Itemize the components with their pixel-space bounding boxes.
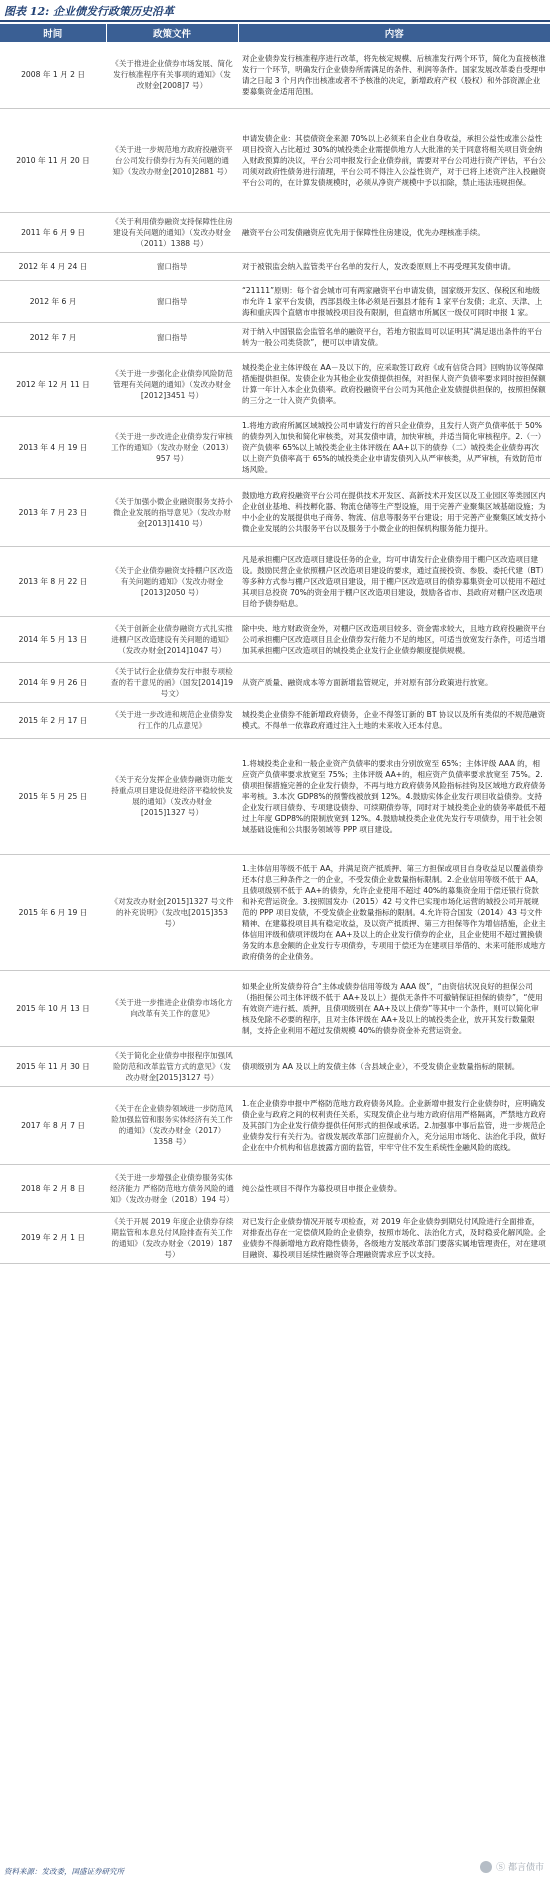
row-content: 融资平台公司发债融资应优先用于保障性住房建设，优先办理核准手续。 bbox=[238, 212, 550, 252]
row-date: 2012 年 4 月 24 日 bbox=[0, 252, 106, 280]
row-content: 申请发债企业：其偿债资金来源 70%以上必须来自企业自身收益，承担公益性或准公益性项目投资入占比超过 30%的城投类企业需提供地方人大批准的关于同意将相关项目资金纳入财政预算的决议，平台公司申报发行企业债券前，需要对平台公司进行资产评估，平台公司须对政府性债务进行清理，平台公司不得注入公益性资产，对于已将上述资产注入投融资平台公司的，在计算发债规模时，必须从净资产规模中予以扣除，禁止违法违规担保。 bbox=[238, 108, 550, 212]
table-row bbox=[0, 662, 550, 702]
row-policy-doc: 《关于在企业债券领域进一步防范风险加强监管和服务实体经济有关工作的通知》（发改办财金（2017）1358 号） bbox=[106, 1086, 238, 1164]
row-date: 2012 年 6 月 bbox=[0, 280, 106, 322]
row-policy-doc: 《对发改办财金[2015]1327 号文件的补充说明》（发改电[2015]353 号） bbox=[106, 854, 238, 970]
row-content: 对已发行企业债券情况开展专项检查，对 2019 年企业债券到期兑付风险进行全面排查，对排查出存在一定偿债风险的企业债券，按照市场化、法治化方式，及时稳妥化解风险。企业债券不得新增地方政府隐性债务，各级地方发展改革部门要落实属地管理责任，对在建项目融资、募投项目延续性融资等合理融资需求应予以支持。 bbox=[238, 1212, 550, 1263]
row-content: 对于被银监会纳入监管类平台名单的发行人，发改委原则上不再受理其发债申请。 bbox=[238, 252, 550, 280]
row-date: 2014 年 9 月 26 日 bbox=[0, 662, 106, 702]
row-policy-doc: 《关于进一步改进企业债券发行审核工作的通知》（发改办财金（2013）957 号） bbox=[106, 416, 238, 478]
row-date: 2013 年 4 月 19 日 bbox=[0, 416, 106, 478]
table-body bbox=[0, 42, 550, 1263]
row-content: 如果企业所发债券符合“主体或债券信用等级为 AAA 级”，“由资信状况良好的担保公司（指担保公司主体评级不低于 AA+及以上）提供无条件不可撤销保证担保的债券”，“使用有效资产进行抵、质押，且债项级别在 AA+及以上债券”等其中一个条件，则可以简化审核及免除不必要的程序，且对主体评级在 AA+及以上的城投类企业，放开其发行数量限制，支持企业利用不超过发债规模 40%的债券资金补充营运资金。 bbox=[238, 970, 550, 1046]
table-row bbox=[0, 1212, 550, 1263]
row-content: 城投类企业主体评级在 AA－及以下的，应采取签订政府《或有信贷合同》回购协议等保障措施提供担保。发债企业为其他企业发债提供担保，对担保人资产负债率要求同时按担保额计算一年计入本企业负债率。政府投融资平台公司为其他企业发债提供担保的，按照担保额的三分之一计入资产负债率。 bbox=[238, 352, 550, 416]
row-content: 对于纳入中国银监会监管名单的融资平台，若地方银监局可以证明其“满足退出条件的平台转为一般公司类贷款”，便可以申请发债。 bbox=[238, 322, 550, 352]
row-date: 2015 年 2 月 17 日 bbox=[0, 702, 106, 738]
row-content: 除中央、地方财政资金外，对棚户区改造项目较多、资金需求较大，且地方政府投融资平台公司承担棚户区改造项目且企业债券发行能力不足的地区，可适当放宽发行条件，可适当增加其承担棚户区改造项目的城投类企业发行企业债券额度提供规模。 bbox=[238, 616, 550, 662]
row-date: 2015 年 6 月 19 日 bbox=[0, 854, 106, 970]
row-date: 2013 年 8 月 22 日 bbox=[0, 546, 106, 616]
table-row bbox=[0, 616, 550, 662]
row-policy-doc: 《关于推进企业债券市场发展、简化发行核准程序有关事项的通知》（发改财金[2008]7 号） bbox=[106, 42, 238, 108]
header-content: 内容 bbox=[238, 24, 550, 42]
wechat-icon bbox=[480, 1861, 492, 1873]
row-policy-doc: 《关于进一步改进和规范企业债券发行工作的几点意见》 bbox=[106, 702, 238, 738]
row-content: 1.在企业债券申报中严格防范地方政府债务风险。企业新增申报发行企业债券时，应明确发债企业与政府之间的权利责任关系，实现发债企业与地方政府信用严格隔离，严禁地方政府及其部门为企业发行债券提供任何形式的担保或承诺。2.加强事中事后监管，进一步规范企业债券发行有关行为。省级发展改革部门应提前介入，充分运用市场化、法治化手段，做好企业在中介机构和信息披露方面的监管，牢牢守住不发生系统性金融风险的底线。 bbox=[238, 1086, 550, 1164]
table-row bbox=[0, 546, 550, 616]
row-content: 对企业债券发行核准程序进行改革，将先核定规模、后核准发行两个环节，简化为直接核准发行一个环节，明确发行企业债券所需满足的条件、利润等条件。国家发展改革委自受理申请之日起 3 个月内作出核准或者不予核准的决定，新增政府产权（股权）和外部资源企业要募集资金适用范围。 bbox=[238, 42, 550, 108]
row-date: 2011 年 6 月 9 日 bbox=[0, 212, 106, 252]
row-date: 2019 年 2 月 1 日 bbox=[0, 1212, 106, 1263]
row-date: 2012 年 7 月 bbox=[0, 322, 106, 352]
row-policy-doc: 窗口指导 bbox=[106, 280, 238, 322]
row-policy-doc: 窗口指导 bbox=[106, 322, 238, 352]
row-date: 2013 年 7 月 23 日 bbox=[0, 478, 106, 546]
row-policy-doc: 窗口指导 bbox=[106, 252, 238, 280]
table-row bbox=[0, 970, 550, 1046]
row-policy-doc: 《关于进一步推进企业债券市场化方向改革有关工作的意见》 bbox=[106, 970, 238, 1046]
row-policy-doc: 《关于进一步规范地方政府投融资平台公司发行债券行为有关问题的通知》（发改办财金[2010]2881 号） bbox=[106, 108, 238, 212]
table-row bbox=[0, 322, 550, 352]
row-content: 1.主体信用等级不低于 AA，并满足资产抵质押、第三方担保或项目自身收益足以覆盖债券还本付息三种条件之一的企业，不受发债企业数量指标限制。2.企业信用等级不低于 AA，且债项级别不低于 AA+的债券，允许企业使用不超过 40%的募集资金用于偿还银行贷款和补充营运资金。3.按照国发办（2015）42 号文件已实现市场化运营的城投公司开展规范的 PPP 项目发债，不受发债企业数量指标的限制。4.允许符合国发（2014）43 号文件精神、在建募投项目具有稳定收益，及以资产抵质押、第三方担保等作为增信措施，企业主体信用评级和债项评级均在 AA+及以上的企业发行债券的企业，且企业使用不超过置换债务发的本息金额的企业发行专项债券，专项用于偿还为在建项目举借的、未来可能形成地方政府债务的企业债务。 bbox=[238, 854, 550, 970]
table-row bbox=[0, 854, 550, 970]
row-date: 2012 年 12 月 11 日 bbox=[0, 352, 106, 416]
source-note: 资料来源：发改委，国盛证券研究所 bbox=[4, 1867, 124, 1876]
row-policy-doc: 《关于进一步强化企业债券风险防范管理有关问题的通知》（发改办财金[2012]3451 号） bbox=[106, 352, 238, 416]
table-row bbox=[0, 1164, 550, 1212]
table-row bbox=[0, 702, 550, 738]
table-row bbox=[0, 280, 550, 322]
row-policy-doc: 《关于创新企业债券融资方式扎实推进棚户区改造建设有关问题的通知》（发改办财金[2014]1047 号） bbox=[106, 616, 238, 662]
header-doc: 政策文件 bbox=[106, 24, 238, 42]
row-date: 2008 年 1 月 2 日 bbox=[0, 42, 106, 108]
row-policy-doc: 《关于试行企业债券发行申报专项检查的若干意见的函》（国发[2014]19 号文） bbox=[106, 662, 238, 702]
row-policy-doc: 《关于利用债券融资支持保障性住房建设有关问题的通知》（发改办财金（2011）1388 号） bbox=[106, 212, 238, 252]
row-policy-doc: 《关于企业债券融资支持棚户区改造有关问题的通知》（发改办财金[2013]2050 号） bbox=[106, 546, 238, 616]
row-policy-doc: 《关于简化企业债券申报程序加强风险防范和改革监管方式的意见》（发改办财金[2015]3127 号） bbox=[106, 1046, 238, 1086]
table-row bbox=[0, 478, 550, 546]
row-content: 鼓励地方政府投融资平台公司在提供技术开发区、高新技术开发区以及工业园区等类园区内企业创业基地、科技孵化器、物流仓储等生产型设施，用于完善产业聚集区域基础设施；为中小企业的发展提供电子商务、物流、信息等服务平台建设；用于完善产业聚集区域支持小微企业发展的公共服务平台以及服务于小微企业的担保机构服务能力提升。 bbox=[238, 478, 550, 546]
table-row bbox=[0, 108, 550, 212]
row-content: 纯公益性项目不得作为募投项目申报企业债券。 bbox=[238, 1164, 550, 1212]
table-header-row bbox=[0, 24, 550, 42]
row-date: 2010 年 11 月 20 日 bbox=[0, 108, 106, 212]
row-date: 2015 年 10 月 13 日 bbox=[0, 970, 106, 1046]
row-content: 从资产质量、融资成本等方面新增监管规定，并对原有部分政策进行放宽。 bbox=[238, 662, 550, 702]
table-row bbox=[0, 1086, 550, 1164]
row-date: 2017 年 8 月 7 日 bbox=[0, 1086, 106, 1164]
table-row bbox=[0, 416, 550, 478]
row-date: 2015 年 11 月 30 日 bbox=[0, 1046, 106, 1086]
figure-title-bar bbox=[0, 0, 550, 22]
row-date: 2015 年 5 月 25 日 bbox=[0, 738, 106, 854]
row-policy-doc: 《关于充分发挥企业债券融资功能支持重点项目建设促进经济平稳较快发展的通知》（发改办财金[2015]1327 号） bbox=[106, 738, 238, 854]
policy-history-table bbox=[0, 24, 550, 1264]
row-policy-doc: 《关于进一步增强企业债券服务实体经济能力 严格防范地方债务风险的通知》（发改办财金（2018）194 号） bbox=[106, 1164, 238, 1212]
row-content: 凡是承担棚户区改造项目建设任务的企业，均可申请发行企业债券用于棚户区改造项目建设。鼓励民营企业依照棚户区改造项目建设的要求，通过直接投资、参股、委托代建（BT）等多种方式参与棚户区改造项目建设，用于棚户区改造项目的债券募集资金可以使用不超过其项目总投资 70%的资金用于棚户区改造项目建设，鼓励各省市、县政府对棚户区改造项目给予债券贴息。 bbox=[238, 546, 550, 616]
header-date: 时间 bbox=[0, 24, 106, 42]
row-date: 2014 年 5 月 13 日 bbox=[0, 616, 106, 662]
row-content: 城投类企业债券不能新增政府债务，企业不得签订新的 BT 协议以及所有类似的不规范融资模式。不得单一依靠政府通过注入土地的未来收入还本付息。 bbox=[238, 702, 550, 738]
table-row bbox=[0, 352, 550, 416]
watermark-logo bbox=[480, 1860, 544, 1873]
row-policy-doc: 《关于开展 2019 年度企业债券存续期监管和本息兑付风险排查有关工作的通知》（发改办财金（2019）187 号） bbox=[106, 1212, 238, 1263]
figure-title: 图表 12: 企业债发行政策历史沿革 bbox=[4, 5, 175, 18]
table-row bbox=[0, 738, 550, 854]
row-content: 债项级别为 AA 及以上的发债主体（含县域企业），不受发债企业数量指标的限制。 bbox=[238, 1046, 550, 1086]
table-row bbox=[0, 252, 550, 280]
table-row bbox=[0, 1046, 550, 1086]
row-policy-doc: 《关于加强小微企业融资服务支持小微企业发展的指导意见》（发改办财金[2013]1410 号） bbox=[106, 478, 238, 546]
row-date: 2018 年 2 月 8 日 bbox=[0, 1164, 106, 1212]
table-row bbox=[0, 212, 550, 252]
row-content: “21111”原则：每个省会城市可有两家融资平台申请发债，国家级开发区、保税区和地级市允许 1 家平台发债，西部县级主体必须是百强县才能有 1 家平台发债；北京、天津、上海和重庆四个直辖市申报城投项目没有限制，但直辖市所属区一级仅可同时申报 1 家。 bbox=[238, 280, 550, 322]
row-content: 1.将地方政府所属区域城投公司申请发行的首只企业债券，且发行人资产负债率低于 50%的债券列入加快和简化审核类，对其发债申请，加快审核，并适当简化审核程序。2.（一）资产负债率 65%以上城投类企业主体评级在 AA+以下的债券（二）城投类企业债券再次以上资产负债率高于 65%的城投类企业申请发债列入从严审核类，从严审核，有效防范市场风险。 bbox=[238, 416, 550, 478]
watermark-text: Ⓢ 都言债市 bbox=[496, 1863, 544, 1873]
table-row bbox=[0, 42, 550, 108]
row-content: 1.将城投类企业和一般企业资产负债率的要求由分别放宽至 65%；主体评级 AAA 的，相应资产负债率要求放宽至 75%；主体评级 AA+的，相应资产负债率要求放宽至 75%。2.债项担保措施完善的企业发行债券，不再与地方政府债务风险指标挂钩及区域地方政府债务率考核。3.本次 GDP8%的预警线被放到 12%。4.鼓励实体企业发行项目收益债券。支持企业发行项目债券、专项建设债券、可续期债券等，同时对于城投类企业的债务率最低不超过上年度 GDP8%的限制放宽到 12%。4.鼓励城投类企业优先发行专项债券，用于社会领域基础设施和公共服务领域等 PPP 项目建设。 bbox=[238, 738, 550, 854]
